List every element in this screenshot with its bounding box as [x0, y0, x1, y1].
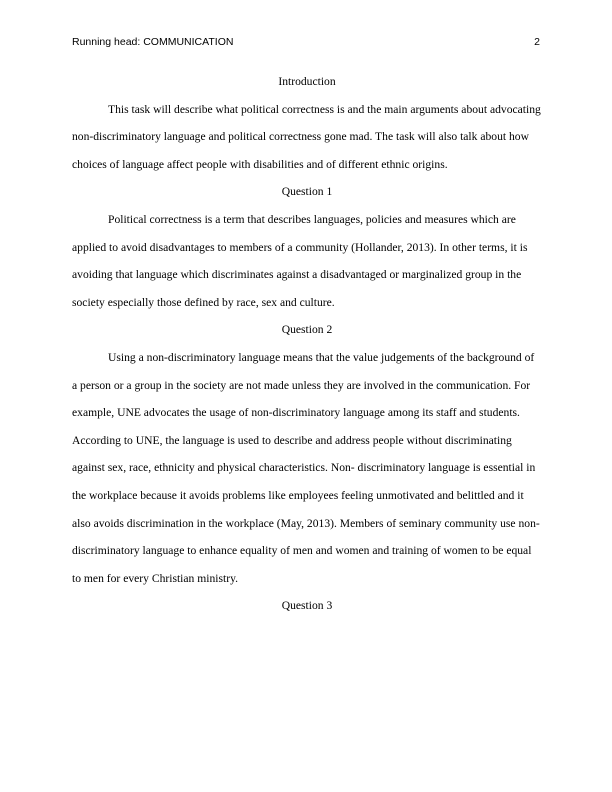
section-heading-question-1: Question 1: [281, 185, 333, 199]
introduction-paragraph: This task will describe what political correctness is and the main arguments about advocating non-discriminatory language and political correctness gone mad. The task will also talk about how choices of language affect people with disabilities and of different ethnic origins.: [72, 102, 541, 171]
question-1-paragraph: Political correctness is a term that describes languages, policies and measures which are applied to avoid disadvantages to members of a community (Hollander, 2013). In other terms, it is avoiding that language which discriminates against a disadvantaged or marginalized group in the society especially those defined by race, sex and culture.: [72, 212, 528, 309]
page-number: 2: [534, 36, 540, 48]
section-heading-question-3: Question 3: [281, 599, 333, 613]
question-2-paragraph: Using a non-discriminatory language means that the value judgements of the background of a person or a group in the society are not made unless they are involved in the communication. For example, UNE advocates the usage of non-discriminatory language among its staff and students. According to UNE, the language is used to describe and address people without discriminating against sex, race, ethnicity and physical characteristics. Non- discriminatory language is essential in the workplace because it avoids problems like employees feeling unmotivated and belittled and it also avoids discrimination in the workplace (May, 2013). Members of seminary community use non-discriminatory language to enhance equality of men and women and training of women to be equal to men for every Christian ministry.: [72, 350, 540, 585]
running-head: Running head: COMMUNICATION: [72, 36, 234, 48]
section-heading-question-2: Question 2: [281, 323, 333, 337]
document-body: [72, 68, 542, 620]
page-header: [72, 36, 540, 50]
section-heading-introduction: Introduction: [278, 75, 336, 88]
